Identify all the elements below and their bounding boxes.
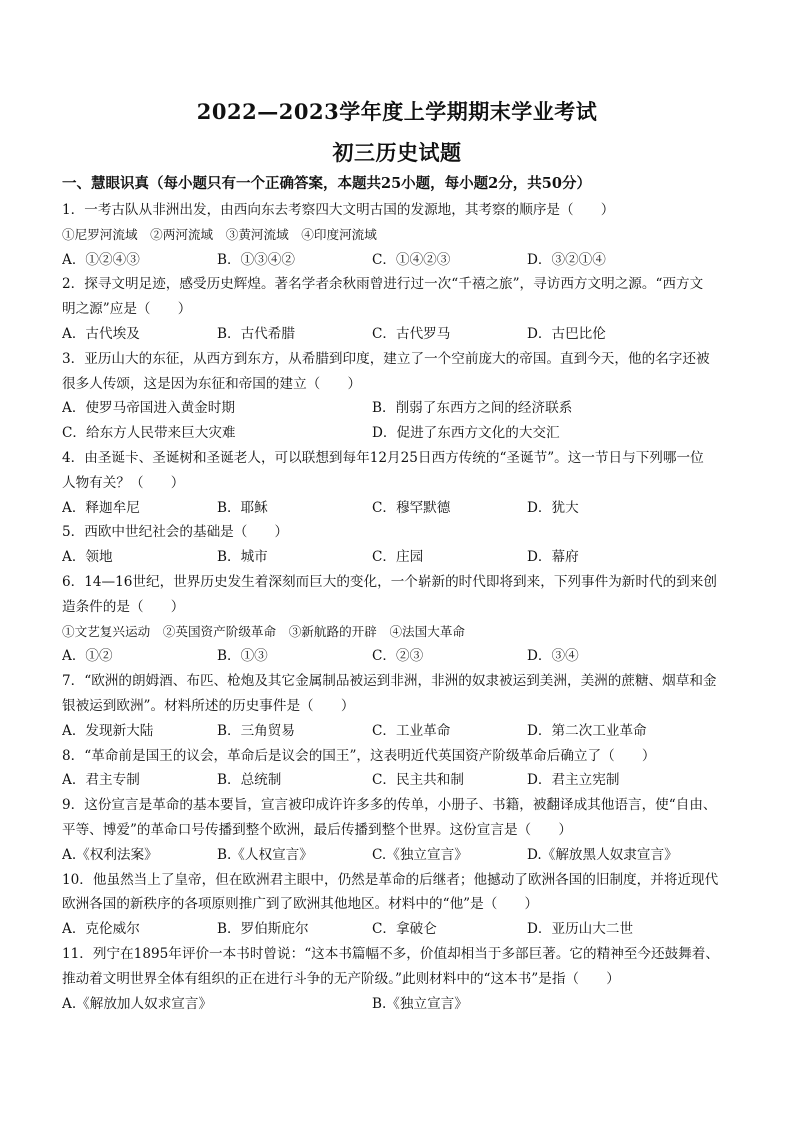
options-row (62, 843, 762, 868)
question-4 (62, 446, 762, 520)
exam-title: 2022—2023学年度上学期期末学业考试 (196, 99, 598, 124)
answer-option[interactable]: B．城市 (217, 549, 268, 566)
answer-option[interactable]: C．穆罕默德 (372, 499, 451, 516)
answer-option[interactable]: C．庄园 (372, 549, 424, 566)
question-text-line: 4．由圣诞卡、圣诞树和圣诞老人，可以联想到每年12月25日西方传统的“圣诞节”。这一节日与下列哪一位 (62, 449, 704, 466)
answer-option[interactable]: D．古巴比伦 (527, 325, 606, 342)
answer-option[interactable]: C．给东方人民带来巨大灾难 (62, 425, 236, 442)
question-text-line: 5．西欧中世纪社会的基础是（ ） (62, 524, 289, 541)
section-heading: 一、慧眼识真（每小题只有一个正确答案，本题共25小题，每小题2分，共50分） (62, 175, 591, 192)
answer-option[interactable]: A．君主专制 (62, 772, 140, 789)
question-7 (62, 669, 762, 743)
question-text-line: 推动着文明世界全体有组织的正在进行斗争的无产阶级。”此则材料中的“这本书”是指（ ） (62, 970, 620, 987)
answer-option[interactable]: A.《解放加人奴求宣言》 (62, 995, 213, 1012)
options-row (62, 644, 762, 669)
answer-option[interactable]: D．犹大 (527, 499, 579, 516)
answer-option[interactable]: C.《独立宣言》 (372, 846, 468, 863)
question-text-line: 9．这份宣言是革命的基本要旨，宣言被印成许许多多的传单，小册子、书籍，被翻译成其他语言，使“自由、 (62, 797, 717, 814)
answer-option[interactable]: C．工业革命 (372, 722, 451, 739)
options-row (62, 917, 762, 942)
answer-option[interactable]: D．第二次工业革命 (527, 722, 647, 739)
answer-option[interactable]: C．古代罗马 (372, 325, 451, 342)
answer-option[interactable]: D.《解放黑人奴隶宣言》 (527, 846, 678, 863)
answer-option[interactable]: B．古代希腊 (217, 325, 295, 342)
answer-option[interactable]: A．古代埃及 (62, 325, 140, 342)
question-text-line: 造条件的是（ ） (62, 598, 185, 615)
answer-option[interactable]: B．耶稣 (217, 499, 268, 516)
answer-option[interactable]: B.《人权宣言》 (217, 846, 313, 863)
question-3 (62, 347, 762, 446)
answer-option[interactable]: C．民主共和制 (372, 772, 464, 789)
exam-subtitle: 初三历史试题 (332, 140, 462, 165)
answer-option[interactable]: C．①④②③ (372, 251, 451, 268)
answer-option[interactable]: D．③④ (527, 648, 579, 665)
answer-option[interactable]: D．君主立宪制 (527, 772, 620, 789)
question-text-line: 3．亚历山大的东征，从西方到东方，从希腊到印度，建立了一个空前庞大的帝国。直到今天，他的名字还被 (62, 350, 710, 367)
question-text-line: 7．“欧洲的朗姆酒、布匹、枪炮及其它金属制品被运到非洲，非洲的奴隶被运到美洲，美洲的蔗糖、烟草和金 (62, 673, 717, 690)
answer-option[interactable]: B．削弱了东西方之间的经济联系 (372, 400, 573, 417)
question-text-line: 6．14—16世纪，世界历史发生着深刻而巨大的变化，一个崭新的时代即将到来，下列事件为新时代的到来创 (62, 573, 717, 590)
answer-option[interactable]: B．罗伯斯庇尔 (217, 921, 309, 938)
options-row (62, 992, 762, 1017)
question-text-line: 2．探寻文明足迹，感受历史辉煌。著名学者余秋雨曾进行过一次“千禧之旅”，寻访西方文明之源。“西方文 (62, 276, 704, 293)
options-row (62, 545, 762, 570)
answer-option[interactable]: D．③②①④ (527, 251, 606, 268)
question-1 (62, 198, 762, 272)
answer-option[interactable]: B．①③④② (217, 251, 295, 268)
options-row (62, 396, 762, 421)
question-text-line: 明之源”应是（ ） (62, 301, 192, 318)
question-8 (62, 744, 762, 794)
answer-option[interactable]: B.《独立宣言》 (372, 995, 468, 1012)
question-text-line: 平等、博爱”的革命口号传播到整个欧洲，最后传播到整个世界。这份宣言是（ ） (62, 821, 572, 838)
answer-option[interactable]: A．使罗马帝国进入黄金时期 (62, 400, 235, 417)
question-text-line: 人物有关？（ ） (62, 474, 185, 491)
answer-option[interactable]: D．亚历山大二世 (527, 921, 634, 938)
answer-option[interactable]: B．总统制 (217, 772, 282, 789)
question-10 (62, 868, 762, 942)
answer-option[interactable]: A．发现新大陆 (62, 722, 154, 739)
options-row (62, 322, 762, 347)
answer-option[interactable]: C．拿破仑 (372, 921, 437, 938)
question-text-line: 10．他虽然当上了皇帝，但在欧洲君主眼中，仍然是革命的后继者；他撼动了欧洲各国的旧制度，并将近现代 (62, 871, 719, 888)
question-11 (62, 942, 762, 1016)
question-6 (62, 570, 762, 669)
question-text-line: 很多人传颂，这是因为东征和帝国的建立（ ） (62, 375, 362, 392)
question-text-line: 1．一考古队从非洲出发，由西向东去考察四大文明古国的发源地，其考察的顺序是（ ） (62, 202, 615, 218)
question-text-line: 银被运到欧洲”。材料所述的历史事件是（ ） (62, 697, 355, 714)
question-list (62, 198, 762, 1016)
options-row (62, 496, 762, 521)
question-2 (62, 272, 762, 346)
answer-option[interactable]: A．领地 (62, 549, 113, 566)
answer-option[interactable]: B．三角贸易 (217, 722, 295, 739)
question-5 (62, 520, 762, 570)
question-statements: ①尼罗河流域 ②两河流域 ③黄河流域 ④印度河流域 (62, 226, 377, 242)
question-9 (62, 793, 762, 867)
question-text-line: 欧洲各国的新秩序的各项原则推广到了欧洲其他地区。材料中的“他”是（ ） (62, 896, 539, 913)
answer-option[interactable]: B．①③ (217, 648, 268, 665)
answer-option[interactable]: A．①②④③ (62, 251, 140, 268)
question-text-line: 11．列宁在1895年评价一本书时曾说：“这本书篇幅不多，价值却相当于多部巨著。它的精神至今还鼓舞着、 (62, 945, 719, 962)
options-row (62, 421, 762, 446)
answer-option[interactable]: A.《权利法案》 (62, 846, 158, 863)
question-statements: ①文艺复兴运动 ②英国资产阶级革命 ③新航路的开辟 ④法国大革命 (62, 623, 465, 639)
answer-option[interactable]: A．克伦威尔 (62, 921, 140, 938)
answer-option[interactable]: D．促进了东西方文化的大交汇 (372, 425, 560, 442)
answer-option[interactable]: A．释迦牟尼 (62, 499, 140, 516)
options-row (62, 768, 762, 793)
options-row (62, 719, 762, 744)
options-row (62, 248, 762, 273)
answer-option[interactable]: C．②③ (372, 648, 424, 665)
answer-option[interactable]: D．幕府 (527, 549, 579, 566)
question-text-line: 8．“革命前是国王的议会，革命后是议会的国王”，这表明近代英国资产阶级革命后确立了（ ） (62, 747, 656, 764)
answer-option[interactable]: A．①② (62, 648, 113, 665)
